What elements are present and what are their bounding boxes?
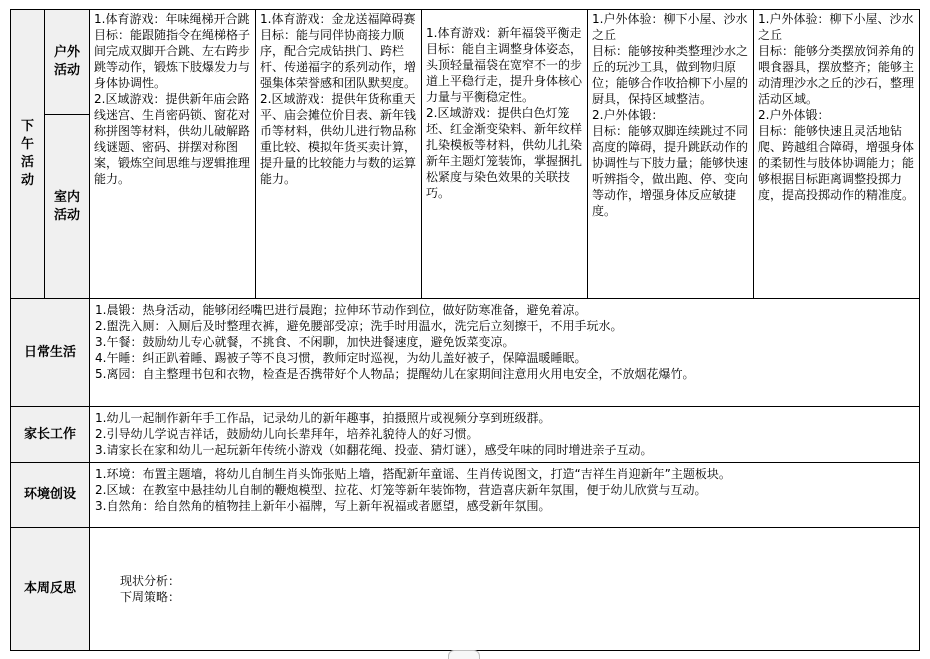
daily-item: 4.午睡：纠正趴着睡、踢被子等不良习惯，教师定时巡视，为幼儿盖好被子，保障温暖睡眠。 [95,351,587,365]
parent-item: 1.幼儿一起制作新年手工作品，记录幼儿的新年趣事，拍摄照片或视频分享到班级群。 [95,411,551,425]
environment-label: 环境创设 [11,463,90,528]
daily-item: 5.离园：自主整理书包和衣物，检查是否携带好个人物品；提醒幼儿在家期间注意用火用电安全，不放烟花爆竹。 [95,367,695,381]
daily-item: 3.午餐：鼓励幼儿专心就餐，不挑食、不闲聊，加快进餐速度，避免饭菜变凉。 [95,335,515,349]
afternoon-day-5: 1.户外体验：柳下小屋、沙水之丘 目标：能够分类摆放饲养角的喂食器具，摆放整齐；能够主动清理沙水之丘的沙石，整理活动区域。 2.户外体锻： 目标：能够快速且灵活地钻爬、跨越组合障碍，增强身体的柔韧性与肢体协调能力；能够根据目标距离调整投掷力度，提高投掷动作的精准度。 [754,10,920,299]
outdoor-activity-label: 户外活动 [45,10,90,115]
afternoon-day-2: 1.体育游戏：金龙送福障碍赛 目标：能与同伴协商接力顺序，配合完成钻拱门、跨栏杆、传递福字的系列动作，增强集体荣誉感和团队默契度。 2.区域游戏：提供年货称重天平、庙会摊位价目表、新年钱币等材料，供幼儿进行物品称重比较、模拟年货买卖计算，提升量的比较能力与数的运算能力。 [256,10,422,299]
weekly-reflection-content [90,528,920,651]
afternoon-day-4: 1.户外体验：柳下小屋、沙水之丘 目标：能够按种类整理沙水之丘的玩沙工具，做到物归原位；能够合作收拾柳下小屋的厨具，保持区域整洁。 2.户外体锻： 目标：能够双脚连续跳过不同高度的障碍，提升跳跃动作的协调性与下肢力量；能够快速听辨指令，做出跑、停、变向等动作，增强身体反应敏捷度。 [588,10,754,299]
afternoon-day-3: 1.体育游戏：新年福袋平衡走 目标：能自主调整身体姿态，头顶轻量福袋在宽窄不一的步道上平稳行走，提升身体核心力量与平衡稳定性。 2.区域游戏：提供白色灯笼坯、红金渐变染料、新年纹样扎染模板等材料，供幼儿扎染新年主题灯笼装饰，掌握捆扎松紧度与染色效果的关联技巧。 [422,10,588,299]
environment-content [90,463,920,528]
status-analysis: 现状分析： [120,574,181,588]
parent-item: 3.请家长在家和幼儿一起玩新年传统小游戏（如翻花绳、投壶、猜灯谜），感受年味的同时增进亲子互动。 [95,443,653,457]
daily-item: 1.晨锻：热身活动，能够闭经嘴巴进行晨跑；拉伸环节动作到位，做好防寒准备，避免着凉。 [95,303,587,317]
afternoon-day-1: 1.体育游戏：年味绳梯开合跳 目标：能跟随指令在绳梯格子间完成双脚开合跳、左右跨步跳等动作，锻炼下肢爆发力与身体协调性。 2.区域游戏：提供新年庙会路线迷宫、生肖密码锁、窗花对称拼图等材料，供幼儿破解路线谜题、密码、拼摆对称图案，锻炼空间思维与逻辑推理能力。 [90,10,256,299]
daily-item: 2.盥洗入厕：入厕后及时整理衣裤，避免腰部受凉；洗手时用温水，洗完后立刻擦干，不用手玩水。 [95,319,623,333]
environment-item: 1.环境：布置主题墙，将幼儿自制生肖头饰张贴上墙，搭配新年童谣、生肖传说图文，打造“吉祥生肖迎新年”主题板块。 [95,467,731,481]
afternoon-activity-label: 下午活动 [11,10,45,299]
daily-life-content [90,299,920,407]
weekly-plan-table [10,9,920,651]
environment-item: 2.区域：在教室中悬挂幼儿自制的鞭炮模型、拉花、灯笼等新年装饰物，营造喜庆新年氛围，便于幼儿欣赏与互动。 [95,483,707,497]
parent-work-content [90,407,920,463]
next-week-strategy: 下周策略： [120,590,181,604]
environment-item: 3.自然角：给自然角的植物挂上新年小福牌，写上新年祝福或者愿望，感受新年氛围。 [95,499,551,513]
weekly-reflection-label: 本周反思 [11,528,90,651]
indoor-activity-label: 室内活动 [45,115,90,299]
parent-work-label: 家长工作 [11,407,90,463]
daily-life-label: 日常生活 [11,299,90,407]
parent-item: 2.引导幼儿学说吉祥话，鼓励幼儿向长辈拜年，培养礼貌待人的好习惯。 [95,427,479,441]
